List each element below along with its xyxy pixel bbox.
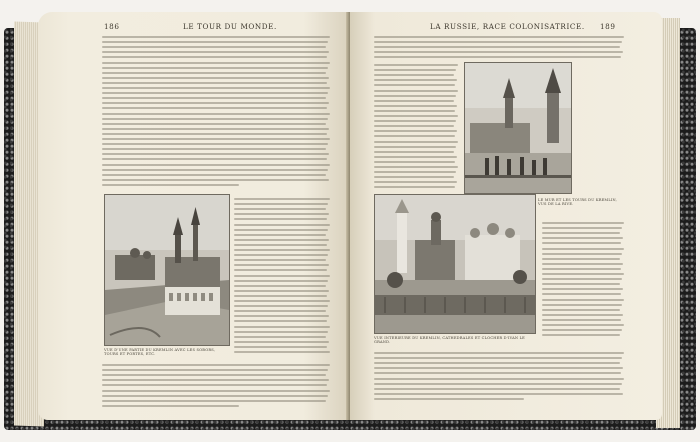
text-line — [102, 107, 327, 109]
text-line — [374, 398, 524, 400]
text-line — [234, 346, 327, 348]
text-line — [374, 46, 620, 48]
text-line — [374, 372, 621, 374]
text-line — [102, 102, 329, 104]
text-line — [102, 369, 328, 371]
text-line — [374, 115, 458, 117]
text-line — [102, 169, 328, 171]
text-line — [102, 148, 326, 150]
text-line — [102, 113, 330, 115]
text-line — [542, 283, 620, 285]
text-line — [102, 97, 326, 99]
text-line — [542, 334, 620, 336]
text-line — [234, 280, 328, 282]
text-line — [234, 305, 328, 307]
text-line — [542, 293, 621, 295]
text-line — [374, 156, 457, 158]
text-line — [542, 268, 621, 270]
text-line — [542, 258, 620, 260]
text-line — [102, 153, 329, 155]
right-page — [350, 12, 662, 420]
text-line — [102, 56, 327, 58]
text-line — [542, 329, 622, 331]
kremlin-photo-center — [374, 194, 536, 334]
text-line — [102, 87, 330, 89]
center-figure-caption: VUE INTÉRIEURE DU KREMLIN, CATHÉDRALES ET CLOCHER D'IVAN LE GRAND. — [374, 336, 526, 345]
text-line — [234, 239, 329, 241]
text-line — [374, 41, 622, 43]
text-line — [102, 123, 326, 125]
text-line — [374, 141, 458, 143]
kremlin-photo-left — [104, 194, 230, 346]
text-line — [234, 254, 328, 256]
text-line — [234, 264, 329, 266]
text-line — [234, 351, 330, 353]
text-line — [542, 324, 624, 326]
text-line — [102, 36, 330, 38]
text-line — [374, 64, 458, 66]
right-running-head: LA RUSSIE, RACE COLONISATRICE. — [430, 22, 585, 31]
text-line — [102, 51, 329, 53]
text-line — [234, 203, 328, 205]
text-line — [234, 300, 330, 302]
text-line — [374, 110, 455, 112]
text-line — [374, 69, 456, 71]
text-line — [374, 166, 458, 168]
text-line — [234, 234, 326, 236]
text-line — [102, 82, 327, 84]
kremlin-square-illustration — [465, 63, 571, 193]
text-line — [102, 390, 330, 392]
text-line — [102, 138, 330, 140]
text-line — [102, 133, 327, 135]
text-line — [374, 146, 456, 148]
left-page — [38, 12, 350, 420]
text-line — [102, 41, 328, 43]
text-line — [374, 176, 454, 178]
text-line — [542, 248, 624, 250]
text-line — [374, 95, 456, 97]
text-line — [234, 341, 329, 343]
text-line — [102, 179, 329, 181]
text-line — [102, 128, 329, 130]
text-line — [234, 331, 328, 333]
text-line — [374, 105, 457, 107]
text-line — [542, 253, 622, 255]
text-line — [234, 244, 327, 246]
text-line — [542, 232, 620, 234]
text-line — [102, 164, 330, 166]
text-line — [374, 367, 623, 369]
text-line — [102, 46, 326, 48]
kremlin-cathedrals-illustration — [375, 195, 535, 333]
text-line — [102, 158, 327, 160]
text-line — [102, 384, 327, 386]
text-line — [542, 309, 620, 311]
text-line — [374, 74, 454, 76]
text-line — [374, 362, 620, 364]
left-running-head: LE TOUR DU MONDE. — [183, 22, 277, 31]
text-line — [542, 278, 622, 280]
text-line — [542, 242, 621, 244]
text-line — [374, 135, 455, 137]
right-page-number: 189 — [600, 22, 616, 31]
text-line — [234, 229, 328, 231]
text-line — [234, 336, 326, 338]
text-line — [102, 72, 326, 74]
text-line — [102, 174, 326, 176]
text-line — [542, 237, 623, 239]
text-line — [374, 352, 624, 354]
text-line — [234, 259, 326, 261]
text-line — [102, 374, 326, 376]
text-line — [234, 224, 330, 226]
text-line — [102, 184, 239, 186]
text-line — [102, 405, 239, 407]
kremlin-panorama-illustration — [105, 195, 229, 345]
text-line — [234, 320, 327, 322]
text-line — [102, 77, 329, 79]
text-line — [234, 310, 326, 312]
text-line — [374, 186, 455, 188]
text-line — [374, 100, 454, 102]
text-line — [542, 273, 624, 275]
text-line — [234, 285, 326, 287]
text-line — [234, 249, 330, 251]
text-line — [234, 269, 327, 271]
text-line — [102, 395, 328, 397]
text-line — [102, 67, 328, 69]
right-figure-caption: LE MUR ET LES TOURS DU KREMLIN, VUS DE LA RIVE. — [538, 198, 617, 207]
kremlin-photo-top-right — [464, 62, 572, 194]
text-line — [234, 213, 329, 215]
text-line — [234, 326, 330, 328]
text-line — [374, 56, 621, 58]
text-line — [374, 171, 456, 173]
left-figure-caption: VUE D'UNE PARTIE DU KREMLIN AVEC LES SOBORS, TOURS ET PORTES, ETC. — [104, 348, 216, 357]
text-line — [374, 130, 457, 132]
text-line — [374, 161, 455, 163]
text-line — [374, 393, 623, 395]
text-line — [542, 222, 624, 224]
text-line — [374, 84, 455, 86]
text-line — [234, 208, 326, 210]
text-line — [234, 295, 327, 297]
text-line — [102, 118, 328, 120]
text-line — [234, 315, 329, 317]
text-line — [542, 304, 622, 306]
text-line — [234, 290, 329, 292]
text-line — [374, 51, 623, 53]
text-line — [374, 79, 457, 81]
text-line — [374, 357, 622, 359]
text-line — [102, 364, 330, 366]
text-line — [542, 299, 624, 301]
text-line — [234, 198, 330, 200]
text-line — [374, 125, 454, 127]
text-line — [374, 181, 457, 183]
text-line — [374, 151, 454, 153]
text-line — [374, 120, 456, 122]
text-line — [374, 378, 624, 380]
left-page-number: 186 — [104, 22, 120, 31]
text-line — [102, 143, 328, 145]
text-line — [374, 383, 622, 385]
text-line — [102, 379, 329, 381]
text-line — [234, 218, 327, 220]
text-line — [542, 288, 623, 290]
text-line — [374, 36, 624, 38]
text-line — [542, 319, 621, 321]
text-line — [542, 263, 623, 265]
text-line — [234, 275, 330, 277]
text-line — [542, 227, 622, 229]
text-line — [102, 400, 326, 402]
text-line — [102, 62, 330, 64]
text-line — [374, 90, 458, 92]
text-line — [542, 314, 623, 316]
text-line — [102, 92, 328, 94]
text-line — [374, 388, 620, 390]
